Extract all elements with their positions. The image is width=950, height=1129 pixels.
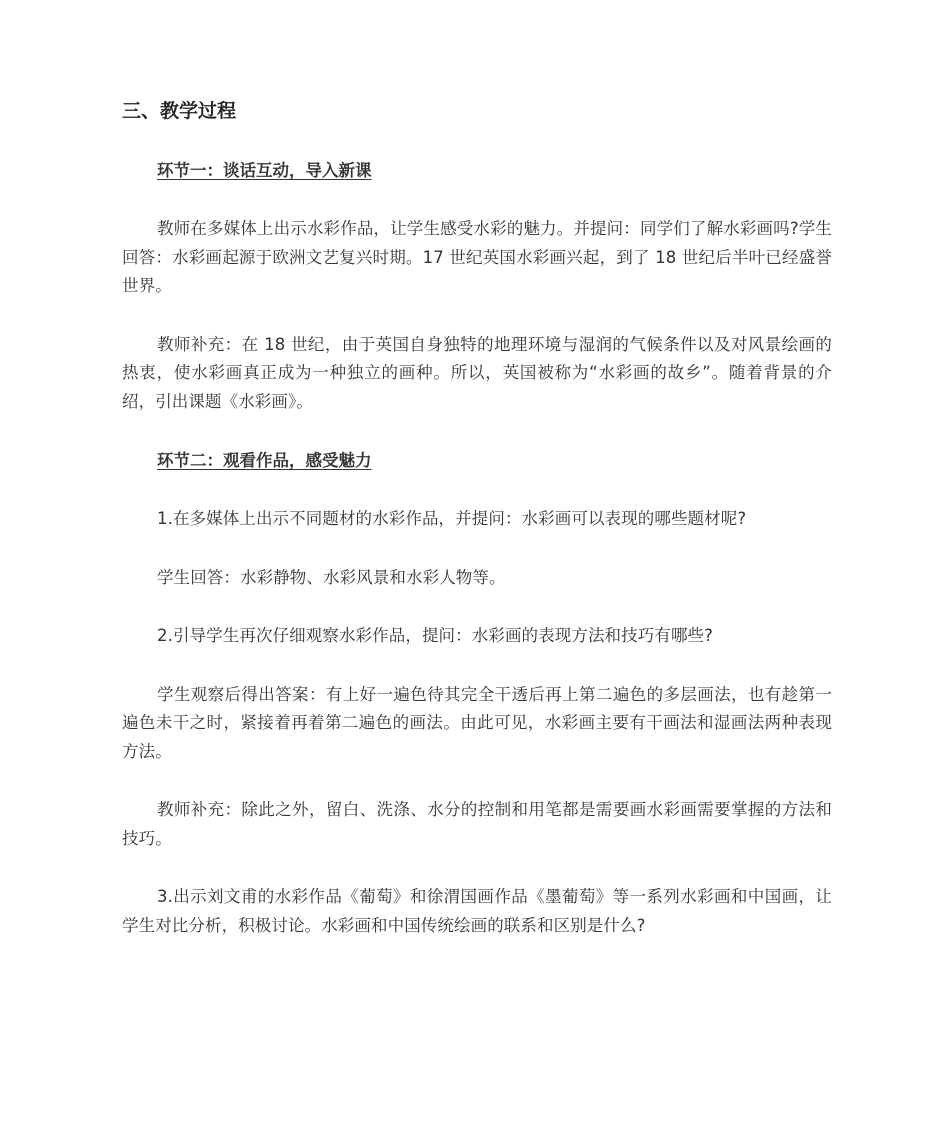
paragraph: 3.出示刘文甫的水彩作品《葡萄》和徐渭国画作品《墨葡萄》等一系列水彩画和中国画，让学生对比分析，积极讨论。水彩画和中国传统绘画的联系和区别是什么? (122, 887, 832, 935)
paragraph: 1.在多媒体上出示不同题材的水彩作品，并提问：水彩画可以表现的哪些题材呢? (157, 509, 747, 528)
paragraph: 教师在多媒体上出示水彩作品，让学生感受水彩的魅力。并提问：同学们了解水彩画吗?学生回答：水彩画起源于欧洲文艺复兴时期。17 世纪英国水彩画兴起，到了 18 世纪后半叶已经盛誉世界。 (122, 219, 832, 295)
section-title: 三、教学过程 (122, 100, 237, 122)
step2-heading-text: 环节二：观看作品，感受魅力 (157, 451, 372, 470)
document-page (122, 96, 832, 970)
paragraph: 学生观察后得出答案：有上好一遍色待其完全干透后再上第二遍色的多层画法，也有趁第一遍色未干之时，紧接着再着第二遍色的画法。由此可见，水彩画主要有干画法和湿画法两种表现方法。 (122, 684, 832, 761)
paragraph: 教师补充：除此之外，留白、洗涤、水分的控制和用笔都是需要画水彩画需要掌握的方法和技巧。 (122, 800, 832, 848)
paragraph: 教师补充：在 18 世纪，由于英国自身独特的地理环境与湿润的气候条件以及对风景绘画的热衷，使水彩画真正成为一种独立的画种。所以，英国被称为“水彩画的故乡”。随着背景的介绍，引出课题《水彩画》。 (122, 334, 832, 411)
step1-heading (122, 156, 832, 185)
step2-heading (122, 446, 832, 475)
paragraph: 2.引导学生再次仔细观察水彩作品，提问：水彩画的表现方法和技巧有哪些? (157, 626, 713, 645)
paragraph: 学生回答：水彩静物、水彩风景和水彩人物等。 (157, 567, 506, 587)
step1-heading-text: 环节一：谈话互动，导入新课 (157, 161, 372, 180)
